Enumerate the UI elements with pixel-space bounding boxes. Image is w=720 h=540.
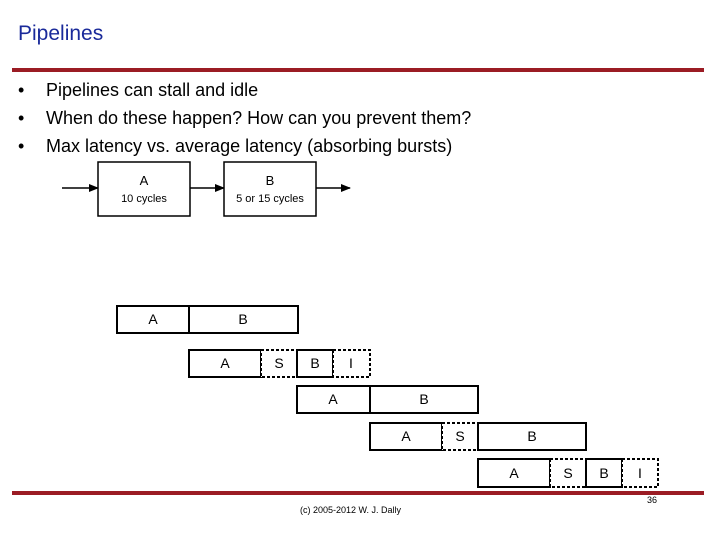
row2-a-label: A (220, 355, 230, 371)
stage-a-name: A (139, 173, 149, 188)
stage-b-name: B (265, 173, 275, 188)
row2-i-label: I (349, 355, 353, 371)
row2-s-label: S (274, 355, 284, 371)
slide-title: Pipelines (18, 22, 104, 45)
stage-a-box (98, 162, 190, 216)
copyright-footer: (c) 2005-2012 W. J. Dally (300, 505, 402, 515)
row5-s-label: S (563, 465, 573, 481)
row3-a-label: A (328, 391, 338, 407)
row4-b-label: B (527, 428, 537, 444)
bullet-dot: • (18, 80, 25, 100)
bullet-text: When do these happen? How can you prevent them? (46, 108, 472, 128)
row2-b-label: B (310, 355, 320, 371)
row1-a-label: A (148, 311, 158, 327)
row5-b-label: B (599, 465, 609, 481)
stage-b-box (224, 162, 316, 216)
stage-a-latency: 10 cycles (121, 193, 167, 205)
row1-b-label: B (238, 311, 248, 327)
bullet-dot: • (18, 108, 25, 128)
bullet-text: Max latency vs. average latency (absorbing bursts) (46, 136, 453, 156)
stage-b-latency: 5 or 15 cycles (236, 193, 304, 205)
row4-s-label: S (455, 428, 465, 444)
bottom-divider (12, 491, 704, 495)
row5-i-label: I (638, 465, 642, 481)
page-number: 36 (647, 495, 658, 505)
row3-b-label: B (419, 391, 429, 407)
row4-a-label: A (401, 428, 411, 444)
row5-a-label: A (509, 465, 519, 481)
bullet-dot: • (18, 136, 25, 156)
bullet-text: Pipelines can stall and idle (46, 80, 259, 100)
